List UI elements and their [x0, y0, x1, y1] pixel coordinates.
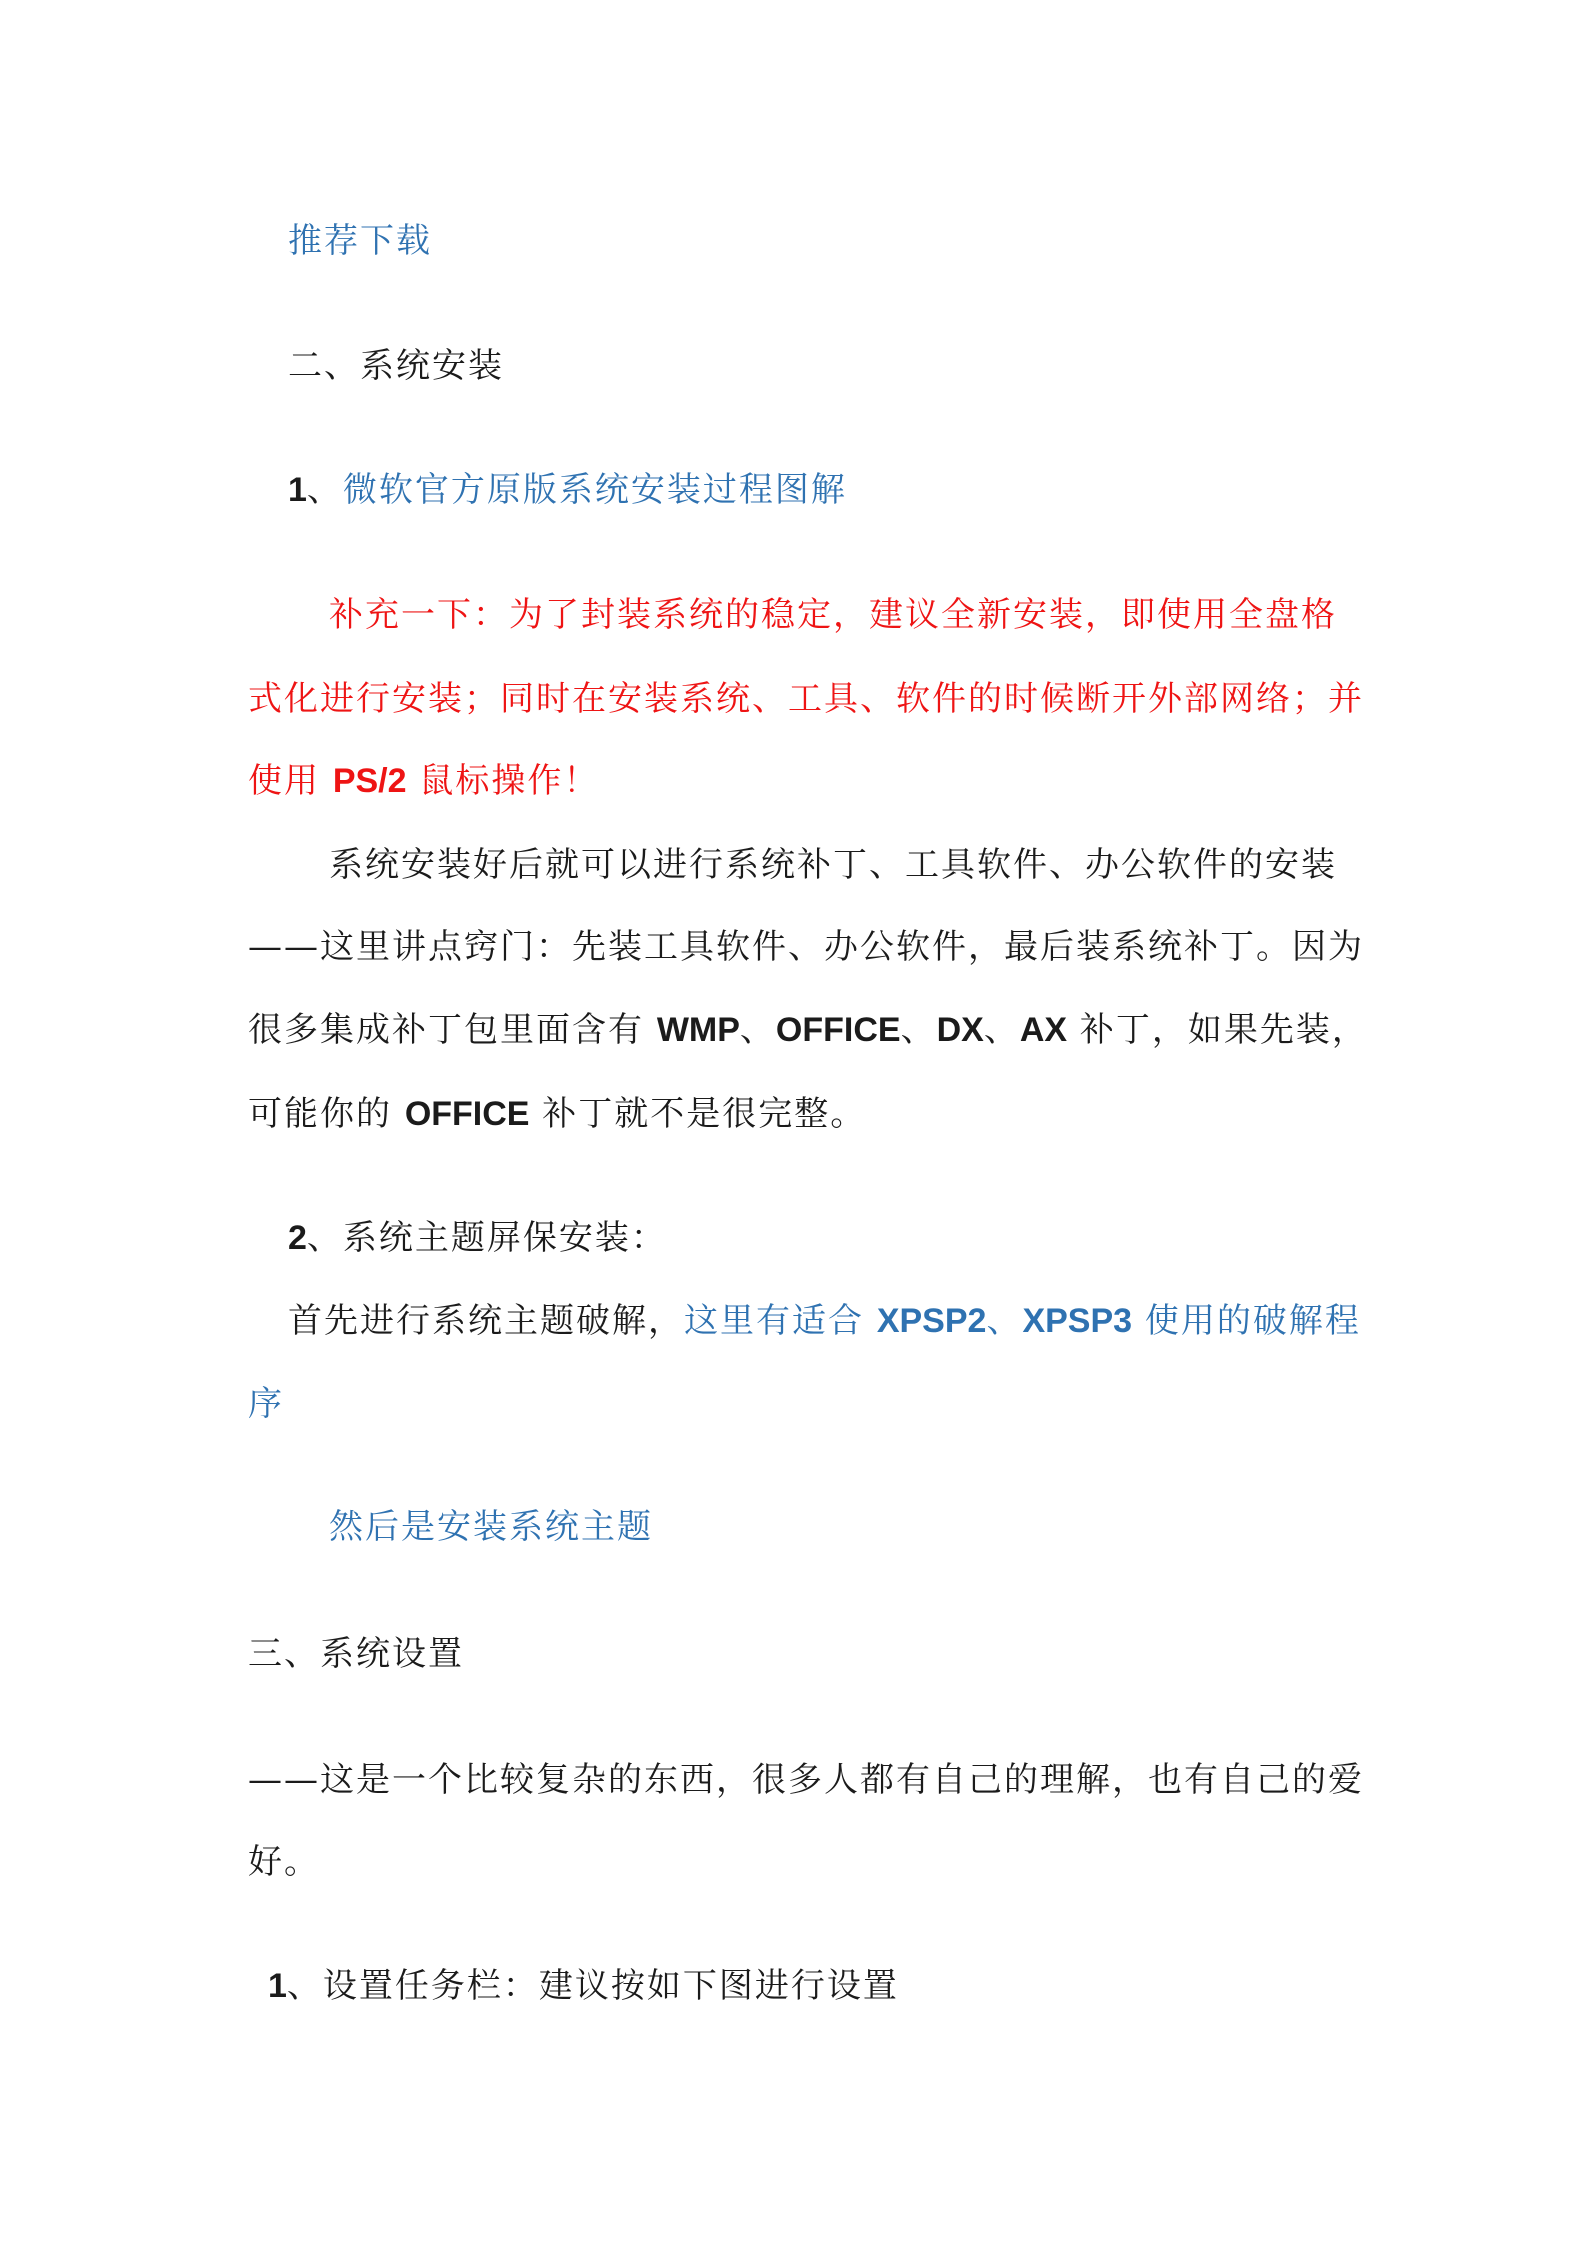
term-wmp: WMP	[656, 1011, 740, 1049]
term-separator: 、	[983, 1010, 1020, 1050]
tips-line-3-before: 很多集成补丁包里面含有	[248, 1010, 657, 1050]
term-office: OFFICE	[775, 1011, 901, 1049]
theme-crack-line-2	[248, 1379, 284, 1429]
ps2-highlight: PS/2	[332, 762, 407, 800]
tips-line-3	[248, 1005, 1368, 1055]
term-ax: AX	[1019, 1011, 1068, 1049]
install-section-heading: 二、系统安装	[288, 346, 504, 386]
recommend-download-link[interactable]: 推荐下载	[288, 221, 432, 261]
settings-step1-title: 、设置任务栏：建议按如下图进行设置	[286, 1966, 899, 2006]
supplement-note-line-3	[248, 756, 599, 806]
install-theme-line	[329, 1502, 653, 1552]
official-install-guide-link[interactable]: 微软官方原版系统安装过程图解	[342, 470, 847, 510]
tips-line-4-after: 补丁就不是很完整。	[529, 1094, 867, 1134]
tips-line-4	[248, 1089, 866, 1139]
office-highlight: OFFICE	[404, 1095, 530, 1133]
supplement-note-line-2: 式化进行安装；同时在安装系统、工具、软件的时候断开外部网络；并	[248, 679, 1364, 719]
supplement-note-line-3-after: 鼠标操作！	[406, 761, 600, 801]
term-separator: 、	[739, 1010, 776, 1050]
xp-crack-link-before[interactable]: 这里有适合	[684, 1301, 877, 1341]
install-step2-heading	[288, 1213, 667, 1263]
install-step2-title: 、系统主题屏保安装：	[306, 1218, 667, 1258]
recommend-line	[288, 216, 432, 266]
tips-line-2: ——这里讲点窍门：先装工具软件、办公软件，最后装系统补丁。因为	[248, 927, 1364, 967]
install-step1-number: 1	[288, 471, 307, 509]
settings-intro-line-1: ——这是一个比较复杂的东西，很多人都有自己的理解，也有自己的爱	[248, 1760, 1364, 1800]
xp-crack-link-after[interactable]: 使用的破解程	[1132, 1301, 1361, 1341]
xp-crack-program-link[interactable]	[684, 1301, 1361, 1341]
tips-line-1: 系统安装好后就可以进行系统补丁、工具软件、办公软件的安装	[329, 845, 1337, 885]
supplement-note-line-1: 补充一下：为了封装系统的稳定，建议全新安装，即使用全盘格	[329, 595, 1337, 635]
supplement-note-line-3-before: 使用	[248, 761, 333, 801]
settings-section-heading: 三、系统设置	[248, 1634, 464, 1674]
theme-crack-line-1	[288, 1296, 1361, 1346]
install-step1-line	[288, 465, 847, 515]
tips-line-4-before: 可能你的	[248, 1094, 405, 1134]
install-step2-number: 2	[288, 1219, 307, 1257]
xp-crack-link-separator[interactable]: 、	[986, 1301, 1023, 1341]
term-separator: 、	[900, 1010, 937, 1050]
xpsp2-term[interactable]: XPSP2	[876, 1302, 987, 1340]
xpsp3-term[interactable]: XPSP3	[1022, 1302, 1133, 1340]
term-dx: DX	[936, 1011, 984, 1049]
tips-line-3-after: 补丁，如果先装，	[1067, 1010, 1368, 1050]
theme-crack-text: 首先进行系统主题破解，	[288, 1301, 684, 1341]
install-step1-separator: 、	[306, 470, 343, 510]
settings-step1-number: 1	[268, 1967, 287, 2005]
settings-intro-line-2: 好。	[248, 1842, 320, 1882]
settings-step1-heading	[268, 1961, 899, 2011]
xp-crack-program-link-continuation[interactable]: 序	[248, 1384, 284, 1424]
install-theme-link[interactable]: 然后是安装系统主题	[329, 1507, 653, 1547]
